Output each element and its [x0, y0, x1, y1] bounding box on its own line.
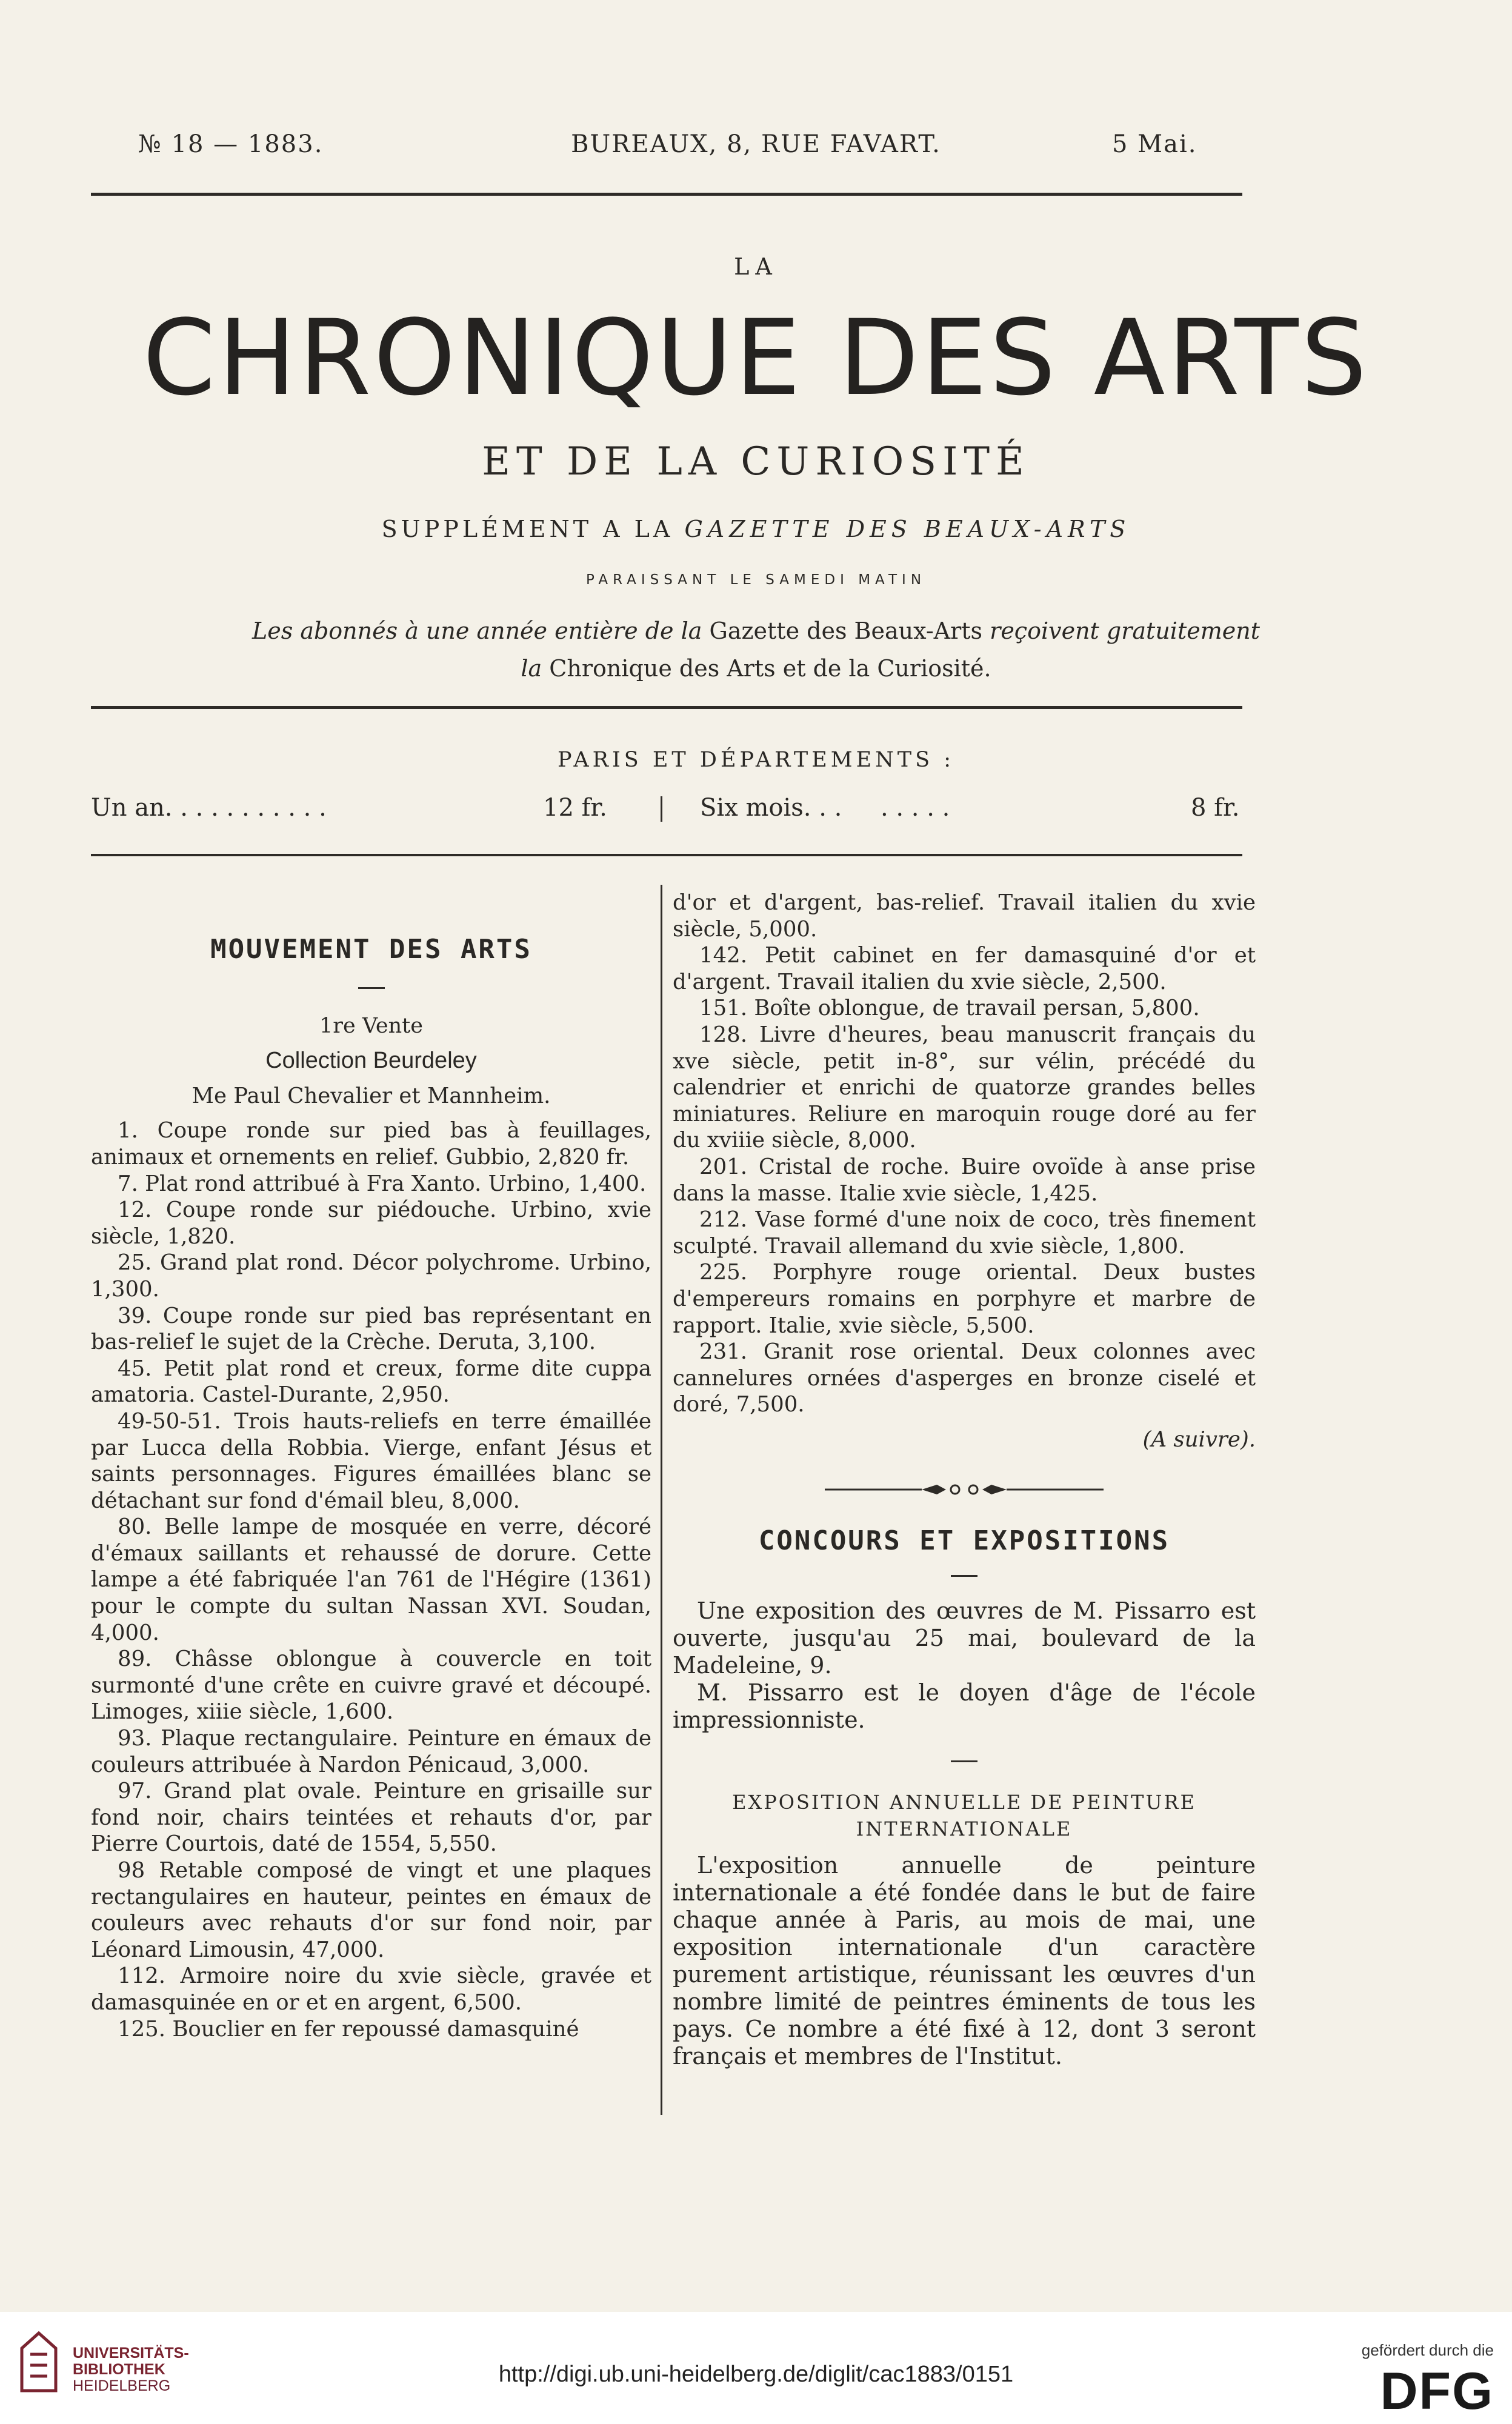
- source-url-link[interactable]: http://digi.ub.uni-heidelberg.de/diglit/cac1883/0151: [498, 2362, 1014, 2387]
- library-line: UNIVERSITÄTS-: [73, 2345, 189, 2362]
- lot-entry: 45. Petit plat rond et creux, forme dite cuppa amatoria. Castel-Durante, 2,950.: [91, 1356, 651, 1408]
- exhibition-paragraph: L'exposition annuelle de peinture internationale a été fondée dans le but de faire chaque année à Paris, au mois de mai, une exposition internationale d'un caractère purement artistique, réunissant les œuvres d'un nombre limité de peintres éminents de tous les pays. Ce nombre a été fixé à 12, dont 3 seront français et membres de l'Institut.: [673, 1851, 1256, 2069]
- library-line: BIBLIOTHEK: [73, 2361, 165, 2378]
- funding-label: gefördert durch die: [1361, 2341, 1494, 2359]
- exhibition-paragraph: M. Pissarro est le doyen d'âge de l'école impressionniste.: [673, 1679, 1256, 1733]
- section-dash: [951, 1760, 977, 1762]
- supplement-prefix: SUPPLÉMENT A LA: [381, 516, 674, 542]
- lot-entry: 89. Châsse oblongue à couvercle en toit surmonté d'une crête en cuivre gravé et découpé. Limoges, xiiie siècle, 1,600.: [91, 1647, 651, 1725]
- lot-entry: 7. Plat rond attribué à Fra Xanto. Urbino, 1,400.: [118, 1171, 647, 1196]
- sale-number-text: 1re Vente: [319, 1013, 423, 1038]
- lot-entry: 201. Cristal de roche. Buire ovoïde à anse prise dans la masse. Italie xvie siècle, 1,425.: [673, 1154, 1256, 1206]
- year-label: Un an. . . . . . . . . . .: [91, 794, 327, 822]
- exhibition-paragraph: Une exposition des œuvres de M. Pissarro est ouverte, jusqu'au 25 mai, boulevard de la Madeleine, 9.: [673, 1597, 1256, 1679]
- sale-number: [91, 1013, 651, 1040]
- subscriber-text-b: Gazette des Beaux-Arts: [709, 618, 983, 644]
- section-heading-concours: CONCOURS ET EXPOSITIONS: [758, 1525, 1170, 1557]
- column-divider: [661, 885, 662, 2115]
- lot-entry: 212. Vase formé d'une noix de coco, très finement sculpté. Travail allemand du xvie siècle, 1,800.: [673, 1207, 1256, 1259]
- lot-entry: 142. Petit cabinet en fer damasquiné d'or et d'argent. Travail italien du xvie siècle, 2,500.: [673, 943, 1256, 994]
- issue-date: 5 Mai.: [1112, 130, 1197, 158]
- collection-name: Collection Beurdeley: [265, 1048, 477, 1074]
- right-column: [673, 890, 1256, 2070]
- half-year-price: 8 fr.: [1191, 794, 1240, 822]
- lot-entry: 225. Porphyre rouge oriental. Deux bustes d'empereurs romains en porphyre et marbre de rapport. Italie, xvie siècle, 5,500.: [673, 1260, 1256, 1338]
- pricing-heading: PARIS ET DÉPARTEMENTS :: [557, 748, 955, 772]
- year-price: 12 fr.: [543, 794, 607, 822]
- ornament-divider: [673, 1477, 1256, 1503]
- lot-entry: 125. Bouclier en fer repoussé damasquiné: [118, 2016, 579, 2042]
- section-dash: [951, 1575, 977, 1577]
- lot-entry: 93. Plaque rectangulaire. Peinture en émaux de couleurs attribuée à Nardon Pénicaud, 3,000.: [91, 1726, 651, 1777]
- section-heading-mouvement: MOUVEMENT DES ARTS: [210, 934, 532, 965]
- to-be-continued: (A suivre).: [1142, 1427, 1256, 1452]
- page-title: CHRONIQUE DES ARTS: [142, 297, 1370, 419]
- header-rule: [91, 193, 1242, 196]
- left-column: [91, 936, 651, 2042]
- lot-entry: 39. Coupe ronde sur pied bas représentant en bas-relief le sujet de la Crèche. Deruta, 3,100.: [91, 1303, 651, 1355]
- library-line: HEIDELBERG: [73, 2377, 171, 2394]
- lot-entry: 25. Grand plat rond. Décor polychrome. Urbino, 1,300.: [91, 1250, 651, 1302]
- lot-entry: 231. Granit rose oriental. Deux colonnes avec cannelures ornées d'asperges en bronze ciselé et doré, 7,500.: [673, 1339, 1256, 1417]
- pricing-rule: [91, 854, 1242, 856]
- lot-entry: 112. Armoire noire du xvie siècle, gravée et damasquinée en or et en argent, 6,500.: [91, 1963, 651, 2015]
- auctioneers: Me Paul Chevalier et Mannheim.: [191, 1083, 551, 1108]
- lot-entry: 98 Retable composé de vingt et une plaques rectangulaires en hauteur, peintes en émaux de couleurs avec rehauts d'or sur fond noir, par Léonard Limousin, 47,000.: [91, 1858, 651, 1962]
- masthead-rule: [91, 706, 1242, 709]
- ornament-icon: [825, 1482, 1104, 1497]
- lot-entry: 97. Grand plat ovale. Peinture en grisaille sur fond noir, chairs teintées et rehauts d'or, par Pierre Courtois, daté de 1554, 5,550.: [91, 1779, 651, 1857]
- subscriber-text-a: Les abonnés à une année entière de la: [252, 618, 702, 644]
- masthead-article: LA: [734, 253, 778, 280]
- digitization-footer: [0, 2312, 1512, 2424]
- lot-entry: 80. Belle lampe de mosquée en verre, décoré d'émaux saillants et rehaussé de dorure. Cette lampe a été fabriquée l'an 761 de l'Hégire (1361) pour le compte du sultan Nassan XVI. Soudan, 4,000.: [91, 1514, 651, 1645]
- lot-entry: 151. Boîte oblongue, de travail persan, 5,800.: [699, 996, 1200, 1021]
- subscriber-text-e: Chronique des Arts et de la Curiosité.: [549, 655, 991, 682]
- lot-entry: 12. Coupe ronde sur piédouche. Urbino, xvie siècle, 1,820.: [91, 1197, 651, 1249]
- price-divider: [661, 796, 662, 822]
- lot-entry: d'or et d'argent, bas-relief. Travail italien du xvie siècle, 5,000.: [673, 890, 1256, 942]
- exhibition-subheading: EXPOSITION ANNUELLE DE PEINTURE INTERNATIONALE: [732, 1790, 1196, 1840]
- lot-entry: 128. Livre d'heures, beau manuscrit français du xve siècle, petit in-8°, sur vélin, précédé du calendrier et enrichi de quatorze grandes belles miniatures. Reliure en maroquin rouge doré au fer du xviiie siècle, 8,000.: [673, 1022, 1256, 1153]
- supplement-line: [0, 516, 1512, 542]
- lot-entry: 1. Coupe ronde sur pied bas à feuillages, animaux et ornements en relief. Gubbio, 2,820 fr.: [91, 1118, 651, 1170]
- lot-entry: 49-50-51. Trois hauts-reliefs en terre émaillée par Lucca della Robbia. Vierge, enfant Jésus et saints personnages. Figures émaillées blanc se détachant sur fond d'émail bleu, 8,000.: [91, 1408, 651, 1513]
- subscriber-text-d: la: [521, 655, 542, 682]
- subscriber-notice: [0, 612, 1512, 687]
- issue-number: № 18 — 1883.: [138, 130, 324, 158]
- section-dash: [358, 987, 385, 989]
- address: BUREAUX, 8, RUE FAVART.: [571, 130, 941, 158]
- masthead-subtitle: ET DE LA CURIOSITÉ: [482, 439, 1030, 484]
- half-year-label: Six mois. . . . . . . .: [700, 794, 950, 822]
- subscriber-text-c: reçoivent gratuitement: [990, 618, 1260, 644]
- publication-frequency: PARAISSANT LE SAMEDI MATIN: [585, 572, 927, 588]
- supplement-journal: GAZETTE DES BEAUX-ARTS: [684, 516, 1131, 542]
- dfg-logo: DFG: [1380, 2362, 1494, 2420]
